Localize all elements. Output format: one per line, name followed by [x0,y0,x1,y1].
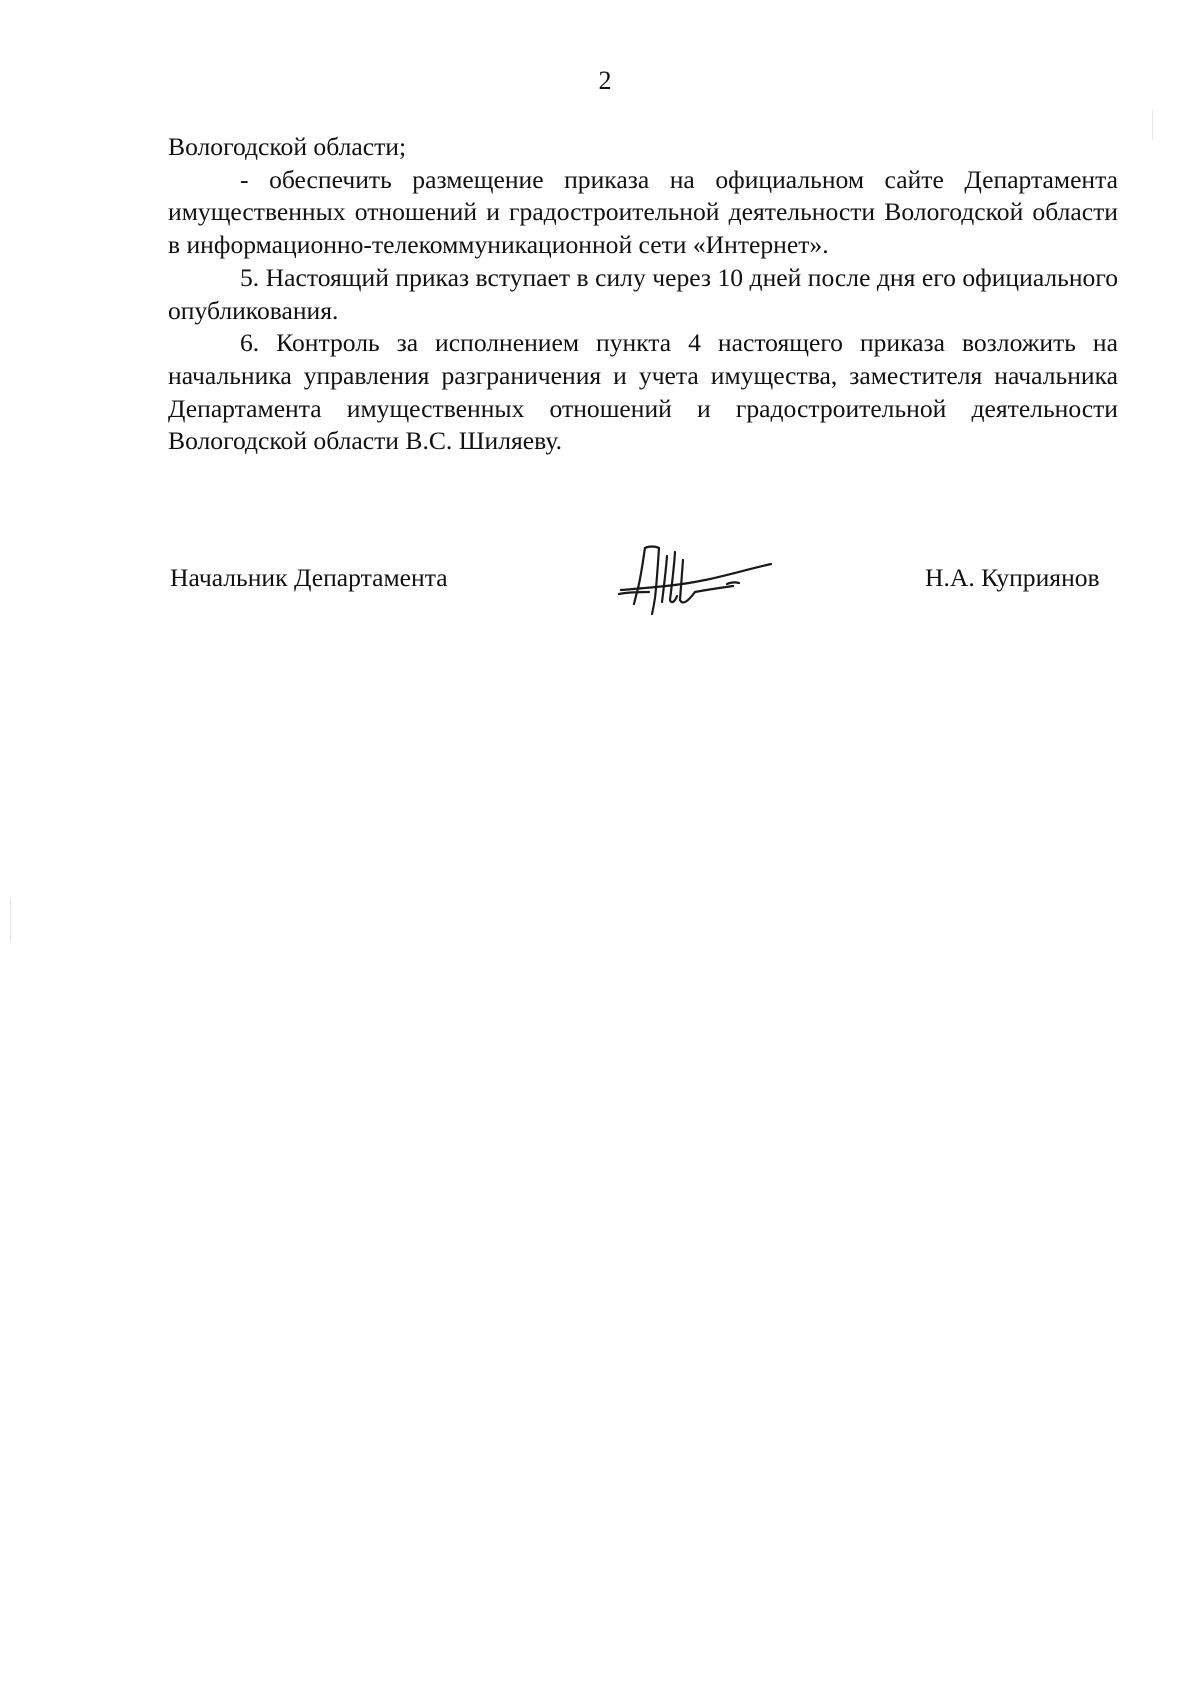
paragraph-publication-site: - обеспечить размещение приказа на официальном сайте Департамента имущественных отношений и градостроительной деятельности Вологодской области в информационно-телекоммуникационной сети «Интернет». [168,164,1118,260]
paragraph-continuation: Вологодской области; [168,132,407,161]
scan-edge-mark [1152,110,1153,140]
document-body [168,131,1118,458]
paragraph-6-control: 6. Контроль за исполнением пункта 4 настоящего приказа возложить на начальника управления разграничения и учета имущества, заместителя начальника Департамента имущественных отношений и градостроительной деятельности Вологодской области В.С. Шиляеву. [168,328,1118,456]
signature-block [0,540,1200,620]
scan-edge-mark [10,900,11,940]
paragraph-5-effective-date: 5. Настоящий приказ вступает в силу через 10 дней после дня его официального опубликования. [168,262,1118,325]
signatory-name: Н.А. Куприянов [925,563,1100,592]
signatory-title: Начальник Департамента [170,563,448,592]
handwritten-signature [615,540,775,622]
page-number: 2 [598,66,612,95]
